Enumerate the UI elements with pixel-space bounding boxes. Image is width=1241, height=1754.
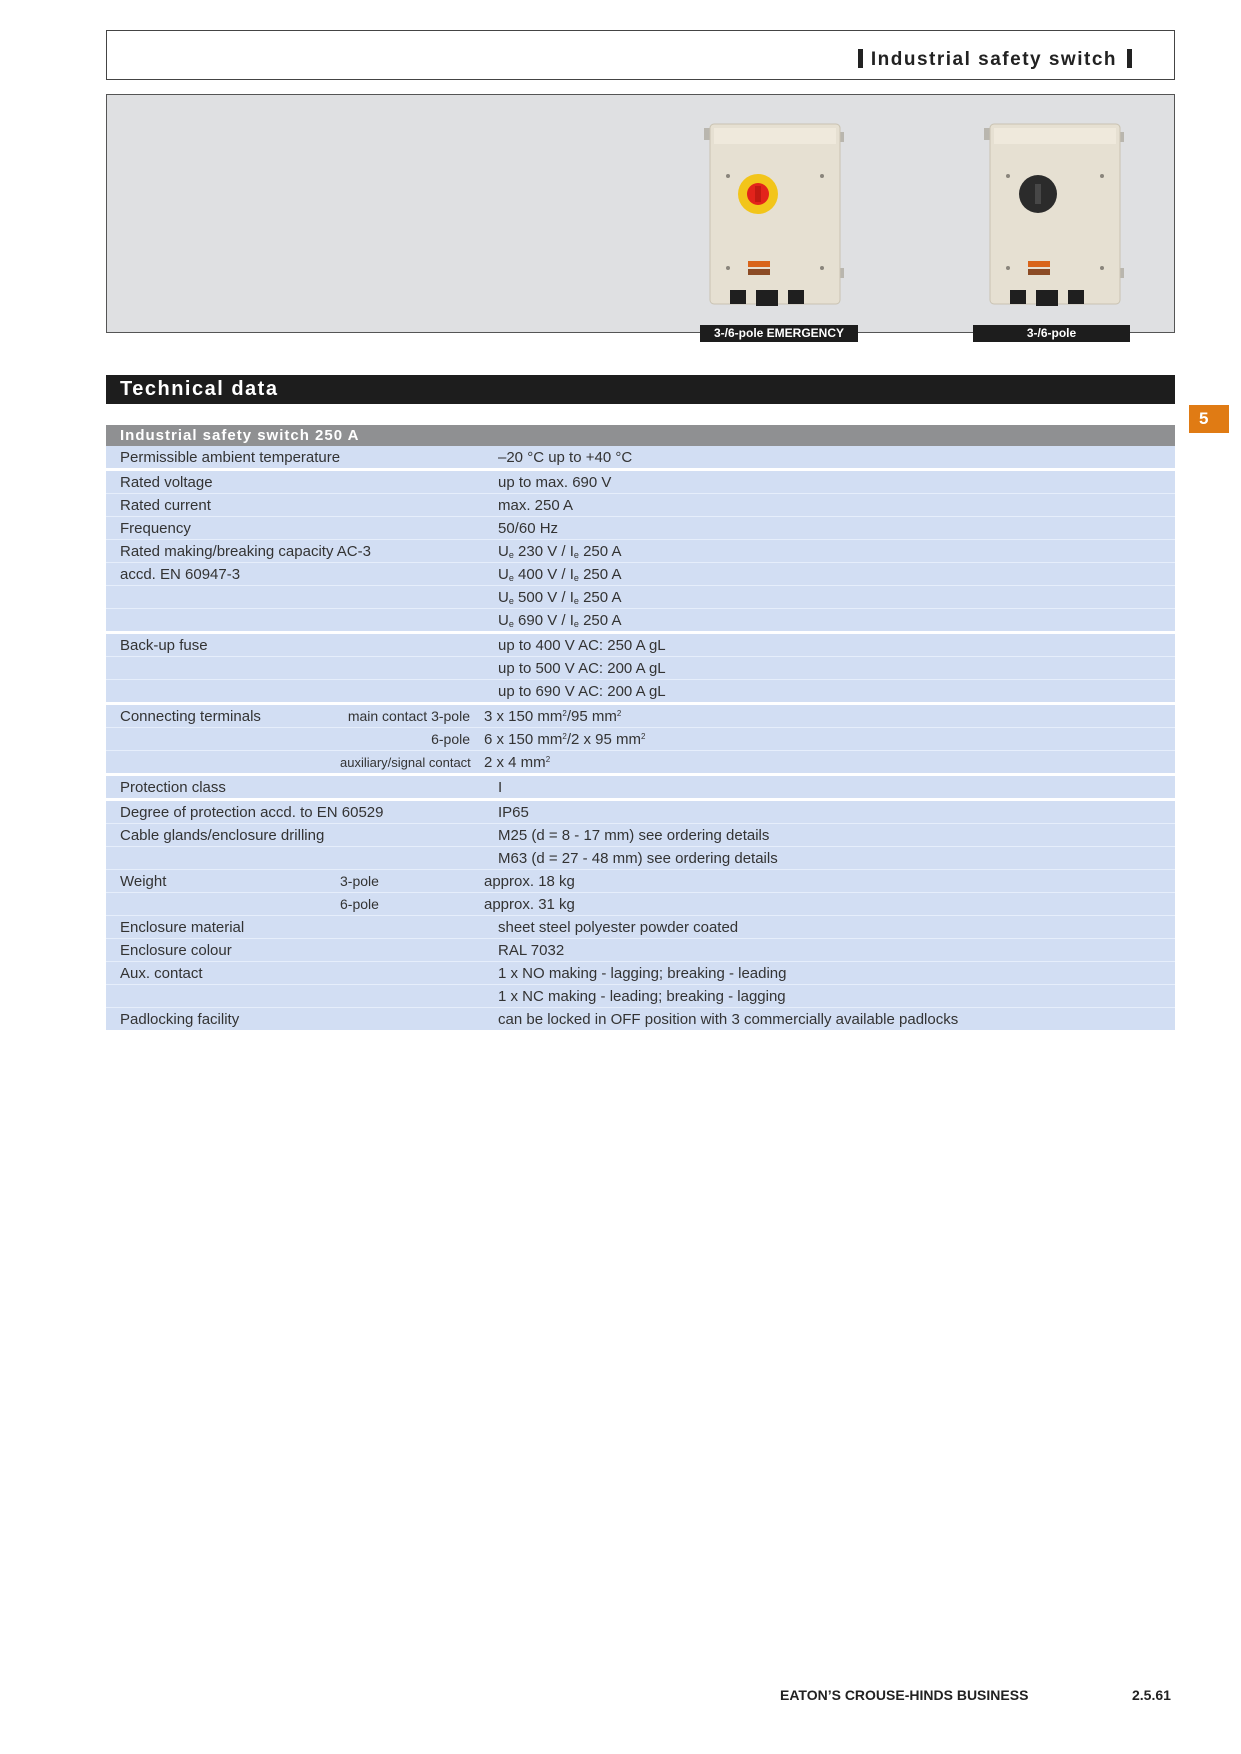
row-label: Enclosure colour [120, 941, 232, 959]
row-label: Cable glands/enclosure drilling [120, 826, 325, 844]
table-row [106, 824, 1175, 847]
table-row [106, 847, 1175, 870]
row-value: RAL 7032 [498, 941, 565, 959]
row-value: –20 °C up to +40 °C [498, 448, 633, 466]
row-sublabel: 6-pole [431, 731, 470, 747]
row-value: M63 (d = 27 - 48 mm) see ordering details [498, 849, 778, 867]
caption-emergency-stop: 3-/6-pole EMERGENCY STOP [700, 325, 858, 342]
row-value: approx. 18 kg [484, 872, 575, 890]
row-value: max. 250 A [498, 496, 574, 514]
row-value: sheet steel polyester powder coated [498, 918, 739, 936]
row-label: Permissible ambient temperature [120, 448, 341, 466]
technical-data-table [106, 425, 1175, 1033]
table-row-group [106, 446, 1175, 471]
table-row-group [106, 634, 1175, 705]
row-value: $U_e$ 230 V / $I_e$ 250 A [498, 542, 622, 560]
page-header-title [858, 49, 1132, 71]
table-row [106, 939, 1175, 962]
chapter-tab[interactable]: 5 [1189, 405, 1229, 433]
header-bar-right [1127, 49, 1132, 68]
row-value: up to 690 V AC: 200 A gL [498, 682, 666, 700]
table-row [106, 680, 1175, 702]
row-value: 3 x 150 $mm^2/95$ $mm^2$ [484, 707, 622, 725]
row-value: 2 x 4 $mm^2$ [484, 753, 551, 771]
row-value: up to 500 V AC: 200 A gL [498, 659, 666, 677]
table-row [106, 893, 1175, 916]
table-row [106, 728, 1175, 751]
row-sublabel: 3-pole [340, 873, 379, 889]
table-row [106, 1008, 1175, 1030]
header-box [106, 30, 1175, 80]
row-sublabel: auxiliary/signal contact [340, 754, 471, 770]
row-label: accd. EN 60947-3 [120, 565, 241, 583]
caption-standard: 3-/6-pole [973, 325, 1130, 342]
table-row [106, 801, 1175, 824]
row-value: 6 x 150 $mm^2/2$ x 95 $mm^2$ [484, 730, 646, 748]
row-label: Padlocking facility [120, 1010, 240, 1028]
row-value: $U_e$ 400 V / $I_e$ 250 A [498, 565, 622, 583]
table-row [106, 540, 1175, 563]
table-row [106, 517, 1175, 540]
row-value: I [498, 778, 503, 796]
table-heading: Industrial safety switch 250 A [106, 425, 1175, 446]
row-label: Frequency [120, 519, 191, 537]
row-sublabel: main contact 3-pole [347, 708, 470, 724]
row-label: Connecting terminals [120, 707, 261, 725]
table-row [106, 494, 1175, 517]
table-row [106, 776, 1175, 798]
table-row [106, 446, 1175, 468]
standard-switch-image [980, 118, 1130, 318]
row-sublabel: 6-pole [340, 896, 379, 912]
row-label: Rated voltage [120, 473, 213, 491]
row-value: up to max. 690 V [498, 473, 612, 491]
table-row [106, 916, 1175, 939]
table-row [106, 657, 1175, 680]
page-number: 2.5.61 [1132, 1687, 1171, 1703]
row-value: 50/60 Hz [498, 519, 559, 537]
row-value: M25 (d = 8 - 17 mm) see ordering details [498, 826, 770, 844]
table-row [106, 586, 1175, 609]
row-value: approx. 31 kg [484, 895, 575, 913]
row-value: up to 400 V AC: 250 A gL [498, 636, 666, 654]
table-row [106, 634, 1175, 657]
table-row [106, 962, 1175, 985]
table-row [106, 609, 1175, 631]
row-label: Degree of protection accd. to EN 60529 [120, 803, 384, 821]
row-label: Weight [120, 872, 167, 890]
header-bar-left [858, 49, 863, 68]
header-title-text: Industrial safety switch [870, 49, 1117, 70]
table-row [106, 870, 1175, 893]
row-label: Aux. contact [120, 964, 203, 982]
row-label: Rated current [120, 496, 211, 514]
row-label: Back-up fuse [120, 636, 208, 654]
row-value: $U_e$ 500 V / $I_e$ 250 A [498, 588, 622, 606]
table-row [106, 985, 1175, 1008]
table-row-group [106, 776, 1175, 801]
row-label: Rated making/breaking capacity AC-3 [120, 542, 371, 560]
table-row-group [106, 705, 1175, 776]
table-row [106, 471, 1175, 494]
table-row-group [106, 801, 1175, 1033]
row-value: 1 x NO making - lagging; breaking - leading [498, 964, 787, 982]
table-row [106, 705, 1175, 728]
emergency-stop-switch-image [700, 118, 850, 318]
table-row-group [106, 471, 1175, 634]
section-title: Technical data [106, 375, 1175, 404]
footer-brand: EATON’S CROUSE-HINDS BUSINESS [780, 1687, 1029, 1703]
row-value: can be locked in OFF position with 3 commercially available padlocks [498, 1010, 959, 1028]
row-value: 1 x NC making - leading; breaking - lagging [498, 987, 786, 1005]
row-value: $U_e$ 690 V / $I_e$ 250 A [498, 611, 622, 629]
row-label: Protection class [120, 778, 226, 796]
row-label: Enclosure material [120, 918, 245, 936]
table-row [106, 751, 1175, 773]
table-row [106, 563, 1175, 586]
row-value: IP65 [498, 803, 529, 821]
